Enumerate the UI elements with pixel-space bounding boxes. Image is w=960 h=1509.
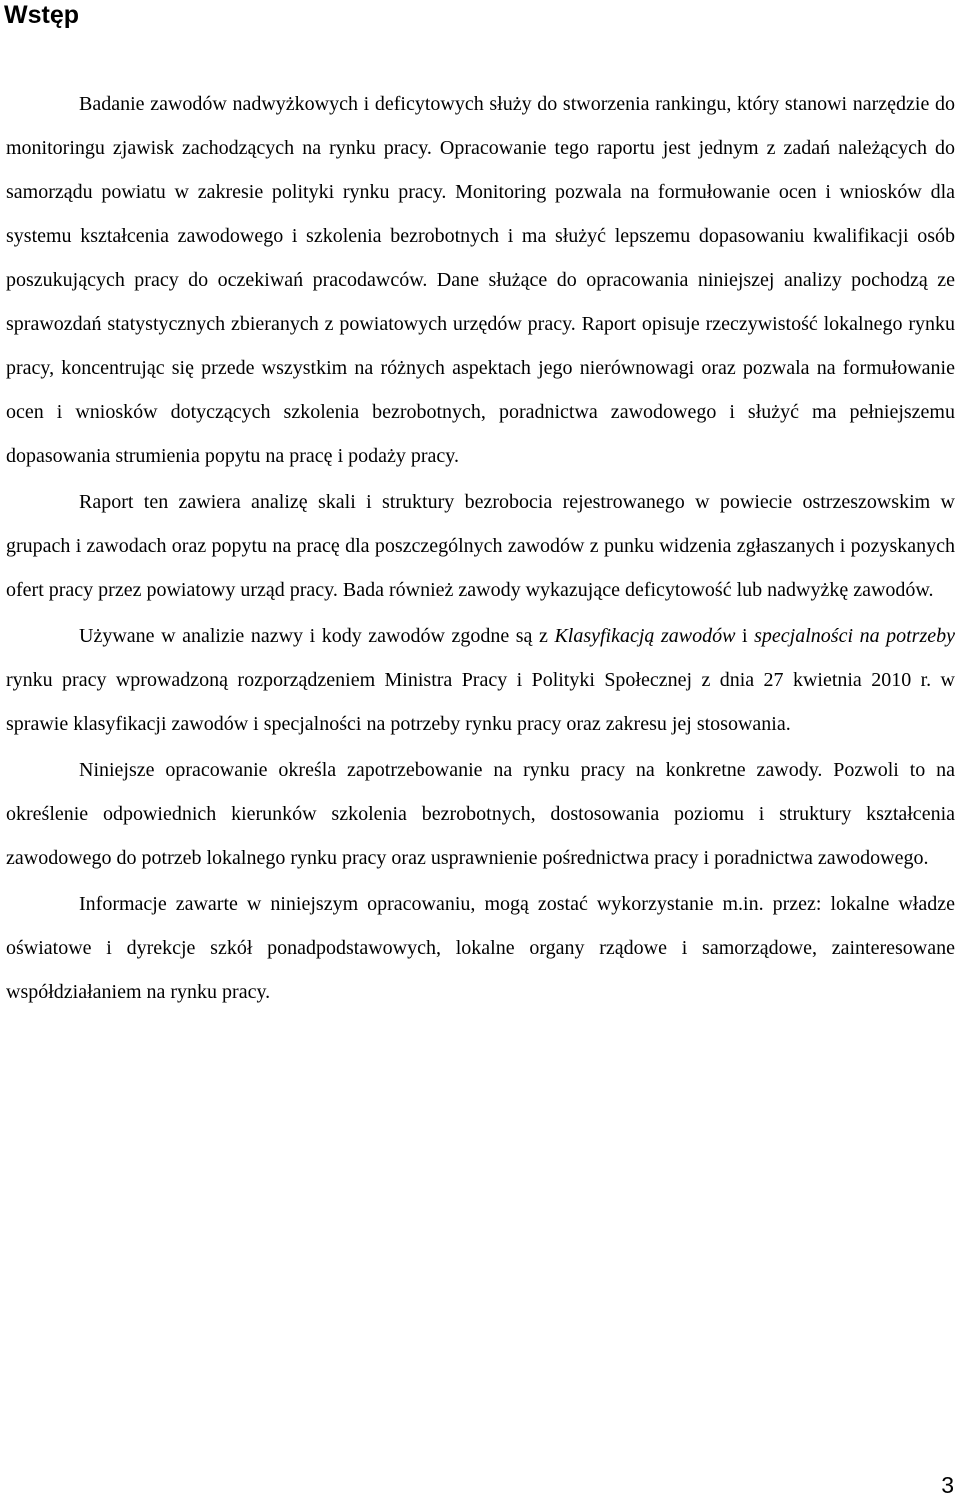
classification-italic-2: specjalności na potrzeby bbox=[754, 625, 956, 647]
paragraph-report-scope: Raport ten zawiera analizę skali i struktury bezrobocia rejestrowanego w powiecie ostrzeszowskim w grupach i zawodach oraz popytu na pracę dla poszczególnych zawodów z punku widzenia zgłaszanych i pozyskanych ofert pracy przez powiatowy urząd pracy. Bada również zawody wykazujące deficytowość lub nadwyżkę zawodów. bbox=[6, 491, 955, 601]
page-number: 3 bbox=[941, 1472, 954, 1498]
paragraph-intro: Badanie zawodów nadwyżkowych i deficytowych służy do stworzenia rankingu, który stanowi narzędzie do monitoringu zjawisk zachodzących na rynku pracy. Opracowanie tego raportu jest jednym z zadań należących do samorządu powiatu w zakresie polityki rynku pracy. Monitoring pozwala na formułowanie ocen i wniosków dla systemu kształcenia zawodowego i szkolenia bezrobotnych i ma służyć lepszemu dopasowaniu kwalifikacji osób poszukujących pracy do oczekiwań pracodawców. Dane służące do opracowania niniejszej analizy pochodzą ze sprawozdań statystycznych zbieranych z powiatowych urzędów pracy. Raport opisuje rzeczywistość lokalnego rynku pracy, koncentrując się przede wszystkim na różnych aspektach jego nierównowagi oraz pozwala na formułowanie ocen i wniosków dotyczących szkolenia bezrobotnych, poradnictwa zawodowego i służyć ma pełniejszemu dopasowania strumienia popytu na pracę i podaży pracy. bbox=[6, 93, 955, 467]
classification-italic-1: Klasyfikacją zawodów bbox=[554, 625, 736, 647]
classification-text-3: rynku pracy wprowadzoną rozporządzeniem Ministra Pracy i Polityki Społecznej z dnia 27 kwietnia 2010 r. w sprawie klasyfikacji zawodów i specjalności na potrzeby rynku pracy oraz zakresu jej stosowania. bbox=[6, 669, 955, 735]
classification-text-2: i bbox=[735, 625, 755, 647]
paragraph-audience: Informacje zawarte w niniejszym opracowaniu, mogą zostać wykorzystanie m.in. przez: lokalne władze oświatowe i dyrekcje szkół ponadpodstawowych, lokalne organy rządowe i samorządowe, zainteresowane współdziałaniem na rynku pracy. bbox=[6, 893, 955, 1003]
section-heading: Wstęp bbox=[4, 1, 79, 29]
paragraph-demand: Niniejsze opracowanie określa zapotrzebowanie na rynku pracy na konkretne zawody. Pozwoli to na określenie odpowiednich kierunków szkolenia bezrobotnych, dostosowania poziomu i struktury kształcenia zawodowego do potrzeb lokalnego rynku pracy oraz usprawnienie pośrednictwa pracy i poradnictwa zawodowego. bbox=[6, 759, 955, 869]
paragraph-classification bbox=[6, 614, 955, 746]
body-text bbox=[6, 82, 955, 1014]
classification-text-1: Używane w analizie nazwy i kody zawodów zgodne są z bbox=[79, 625, 555, 647]
